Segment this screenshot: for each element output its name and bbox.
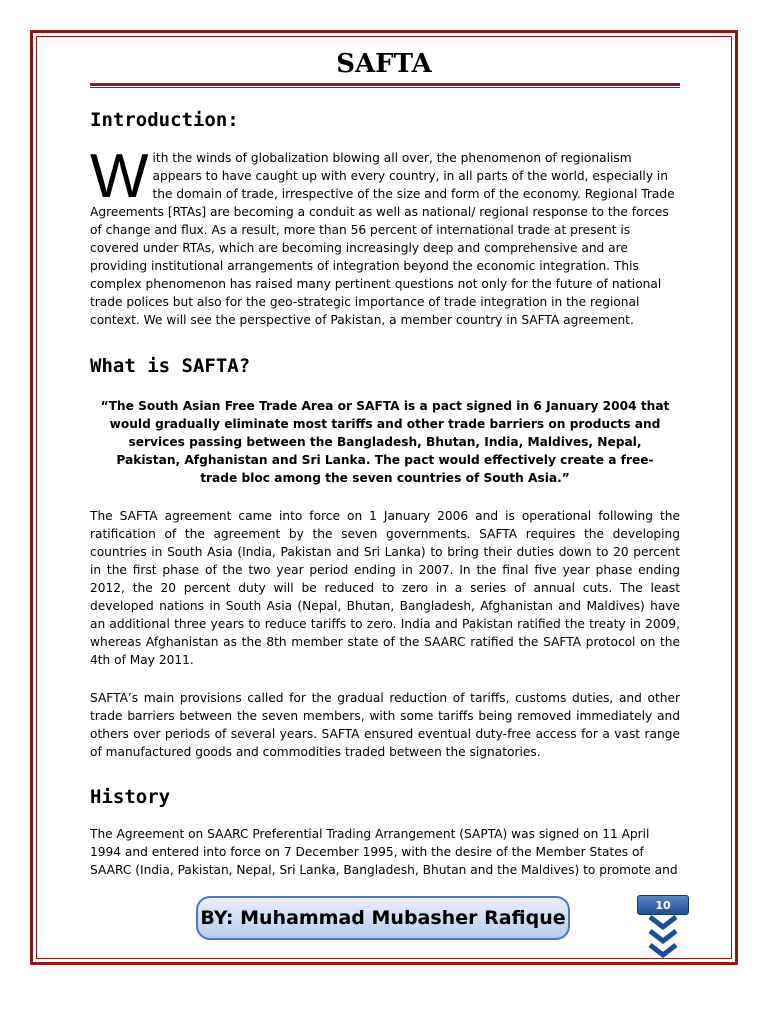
safta-provisions-paragraph: SAFTA’s main provisions called for the gradual reduction of tariffs, customs duties, and other trade barriers between the seven members, with some tariffs being removed immediately and others over periods of several years. SAFTA ensured eventual duty-free access for a vast range of manufactured goods and commodities traded between the signatories. [90,691,680,759]
title-underline-thin [90,87,680,88]
heading-what-is-safta: What is SAFTA? [90,355,251,377]
dropcap-letter: W [90,142,149,211]
document-title: SAFTA [336,49,432,79]
chevron-down-icon [647,913,679,961]
introduction-paragraph [90,142,680,329]
page-number-badge: 10 [637,895,689,915]
safta-agreement-paragraph: The SAFTA agreement came into force on 1 January 2006 and is operational following the ratification of the agreement by the seven governments. SAFTA requires the developing countries in South Asia (India, Pakistan and Sri Lanka) to bring their duties down to 20 percent in the first phase of the two year period ending in 2007. In the final five year phase ending 2012, the 20 percent duty will be reduced to zero in a series of annual cuts. The least developed nations in South Asia (Nepal, Bhutan, Bangladesh, Afghanistan and Maldives) have an additional three years to reduce tariffs to zero. India and Pakistan ratified the treaty in 2009, whereas Afghanistan as the 8th member state of the SAARC ratified the SAFTA protocol on the 4th of May 2011. [90,509,680,667]
heading-introduction: Introduction: [90,109,239,131]
safta-definition-quote: “The South Asian Free Trade Area or SAFTA is a pact signed in 6 January 2004 that would gradually eliminate most tariffs and other trade barriers on products and services passing between the Bangladesh, Bhutan, India, Maldives, Nepal, Pakistan, Afghanistan and Sri Lanka. The pact would effectively create a free-trade bloc among the seven countries of South Asia.” [100,399,670,485]
introduction-text: ith the winds of globalization blowing all over, the phenomenon of regionalism appears to have caught up with every country, in all parts of the world, especially in the domain of trade, irrespective of the size and form of the economy. Regional Trade Agreements [RTAs] are becoming a conduit as well as national/ regional response to the forces of change and flux. As a result, more than 56 percent of international trade at present is covered under RTAs, which are becoming increasingly deep and comprehensive and are providing institutional arrangements of integration beyond the economic integration. This complex phenomenon has raised many pertinent questions not only for the future of national trade polices but also for the geo-strategic importance of trade integration in the regional context. We will see the perspective of Pakistan, a member country in SAFTA agreement. [90,151,675,327]
title-underline [90,83,680,86]
author-name: BY: Muhammad Mubasher Rafique [200,907,566,929]
history-paragraph: The Agreement on SAARC Preferential Trading Arrangement (SAPTA) was signed on 11 April 1994 and entered into force on 7 December 1995, with the desire of the Member States of SAARC (India, Pakistan, Nepal, Sri Lanka, Bangladesh, Bhutan and the Maldives) to promote and [90,827,678,877]
heading-history: History [90,786,171,808]
author-banner [196,896,570,940]
